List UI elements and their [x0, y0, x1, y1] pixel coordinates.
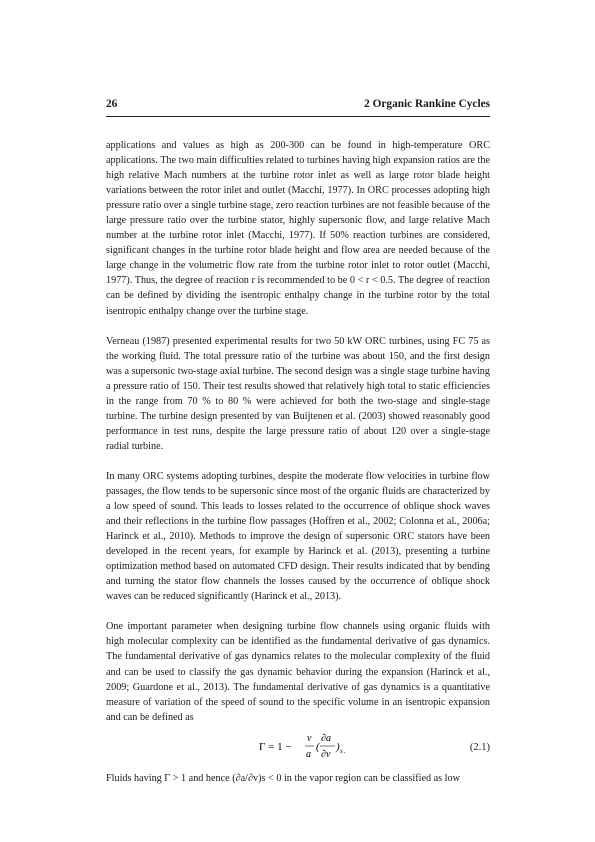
page-number: 26 [106, 98, 118, 110]
page-header [106, 98, 490, 114]
svg-text:): ) [336, 740, 340, 753]
paragraph: One important parameter when designing turbine flow channels using organic fluids with high molecular complexity can be identified as the fundamental derivative of gas dynamics. The fundamental derivative of gas dynamics relates to the molecular complexity of the fluid and can be used to classify the gas dynamic behavior during the expansion (Harinck et al., 2009; Guardone et al., 2013). The fundamental derivative of gas dynamics is a quantitative measure of variation of the speed of sound to the specific volume in an isentropic expansion and can be defined as [106, 621, 490, 723]
equation-formula [259, 728, 399, 764]
paragraph: applications and values as high as 200-300 can be found in high-temperature ORC applications. The two main difficulties related to turbines having high expansion ratios are the high relative Mach numbers at the turbine rotor inlet as well as large rotor blade height variations between the rotor inlet and outlet (Macchi, 1977). In ORC processes adopting high pressure ratio over a single turbine stage, zero reaction turbines are not feasible because of the large pressure ratio over the turbine stator, highly supersonic flow, and large relative Mach number at the turbine rotor inlet (Macchi, 1977). If 50% reaction turbines are considered, significant changes in the turbine rotor blade height and flow area are needed because of the large change in the volumetric flow rate from the turbine rotor inlet to rotor outlet (Macchi, 1977). Thus, the degree of reaction r is recommended to be 0 < r < 0.5. The degree of reaction can be defined by dividing the isentropic enthalpy change in the turbine rotor by the total isentropic enthalpy change over the turbine stage. [106, 140, 490, 317]
subscript: s [340, 746, 343, 755]
inner-num: ∂a [321, 732, 331, 744]
inner-den: ∂v [321, 748, 331, 760]
equation [106, 726, 490, 766]
outer-den: a [306, 748, 311, 760]
body-text [106, 138, 490, 801]
equation-number: (2.1) [469, 741, 490, 753]
paragraph-closing: Fluids having Γ > 1 and hence (∂a/∂v)s < 0 in the vapor region can be classified as low [106, 772, 460, 784]
outer-num: v [307, 732, 312, 744]
paragraph: Verneau (1987) presented experimental results for two 50 kW ORC turbines, using FC 75 as the working fluid. The total pressure ratio of the turbine was about 150, and the first design was a supersonic two-stage axial turbine. The second design was a single stage turbine having a pressure ratio of 150. Their test results showed that relatively high total to static efficiencies in the range from 70 % to 80 % were achieved for both the two-stage and single-stage turbine. The turbine design presented by van Buijtenen et al. (2003) showed reasonably good performance in test runs, despite the large pressure ratio of about 120 over a single-stage radial turbine. [106, 335, 490, 452]
equation-lhs: Γ = 1 − [259, 740, 292, 753]
running-title: 2 Organic Rankine Cycles [364, 98, 490, 110]
svg-text:(: ( [316, 740, 320, 753]
svg-text:.: . [344, 746, 346, 755]
paragraph: In many ORC systems adopting turbines, despite the moderate flow velocities in turbine flow passages, the flow tends to be supersonic since most of the organic fluids are characterized by a low speed of sound. This leads to losses related to the occurrence of oblique shock waves and their reflections in the turbine flow passages (Hoffren et al., 2002; Colonna et al., 2006a; Harinck et al., 2010). Methods to improve the design of supersonic ORC stators have been developed in the recent years, for example by Harinck et al. (2013), presenting a turbine optimization method based on automated CFD design. Their results indicated that by bending and turning the stator flow channels the losses caused by the occurrence of oblique shock waves can be reduced significantly (Harinck et al., 2013). [106, 470, 490, 603]
header-rule [106, 116, 490, 117]
